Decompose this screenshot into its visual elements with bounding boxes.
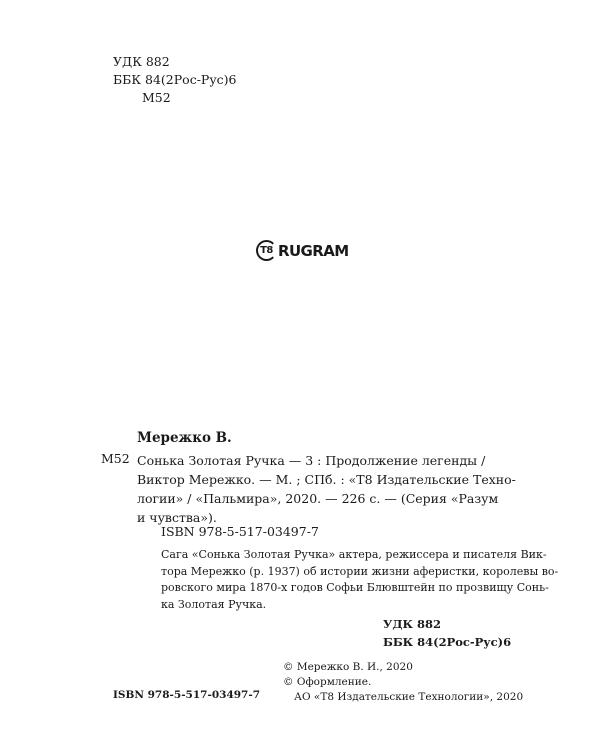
bottom-classification-codes <box>383 615 511 651</box>
annotation <box>161 547 559 613</box>
record-isbn: ISBN 978-5-517-03497-7 <box>161 524 319 539</box>
copyright-block <box>283 660 523 705</box>
udk-code: УДК 882 <box>113 54 170 69</box>
bib-line: и чувства»). <box>137 510 217 525</box>
logo-text: RUGRAM <box>278 241 349 260</box>
annotation-line: ка Золотая Ручка. <box>161 597 267 611</box>
annotation-line: ровского мира 1870-х годов Софьи Блювштейн по прозвищу Сонь- <box>161 581 549 594</box>
copyright-author: © Мережко В. И., 2020 <box>283 661 413 673</box>
bbk-code: ББК 84(2Рос-Рус)6 <box>113 72 237 87</box>
copyright-design: © Оформление. <box>283 676 372 688</box>
author-mark: М52 <box>142 90 171 105</box>
record-author: Мережко В. <box>137 430 232 446</box>
udk-code-bottom: УДК 882 <box>383 617 442 631</box>
bibliographic-description <box>137 451 516 527</box>
bib-line: Сонька Золотая Ручка — 3 : Продолжение легенды / <box>137 453 486 468</box>
bib-line: логии» / «Пальмира», 2020. — 226 с. — (Серия «Разум <box>137 491 499 506</box>
annotation-line: Сага «Сонька Золотая Ручка» актера, режиссера и писателя Вик- <box>161 548 547 561</box>
bbk-code-bottom: ББК 84(2Рос-Рус)6 <box>383 635 512 649</box>
copyright-publisher: АО «Т8 Издательские Технологии», 2020 <box>294 691 524 703</box>
record-author-mark: М52 <box>101 451 130 466</box>
t8-logo-icon: T8 <box>256 240 277 261</box>
annotation-line: тора Мережко (р. 1937) об истории жизни аферистки, королевы во- <box>161 564 559 578</box>
publisher-logo <box>256 240 349 261</box>
footer-isbn: ISBN 978-5-517-03497-7 <box>113 689 261 701</box>
bib-line: Виктор Мережко. — М. ; СПб. : «Т8 Издательские Техно- <box>137 472 516 487</box>
top-classification-codes <box>113 53 237 107</box>
